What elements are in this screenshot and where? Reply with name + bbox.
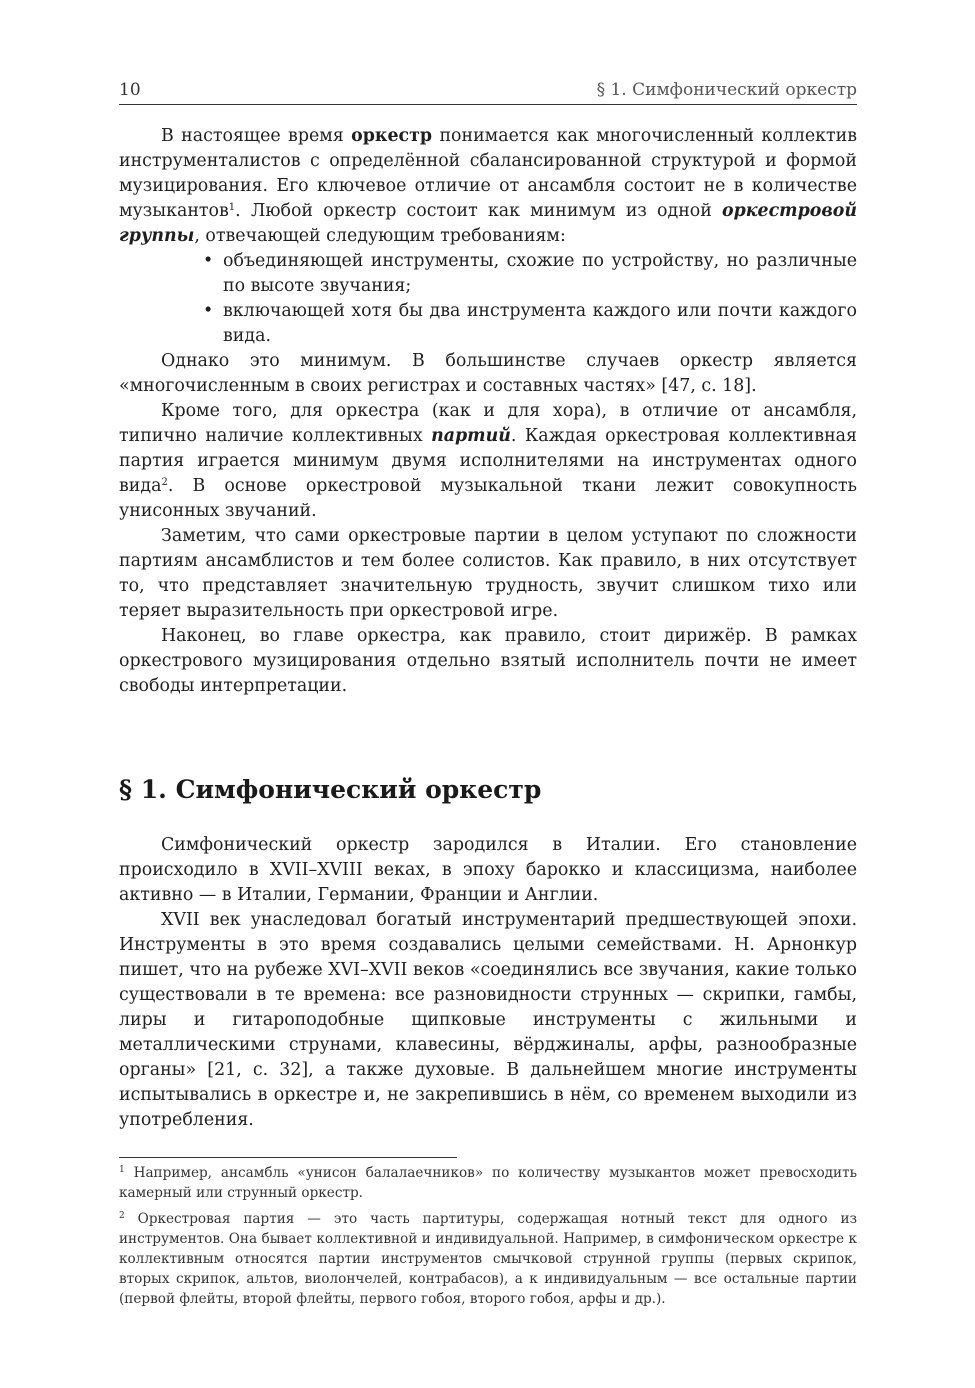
running-header: [119, 78, 857, 105]
footnote-text: Оркестровая партия — это часть партитуры, содержащая нотный текст для одного из инструментов. Она бывает коллективной и индивидуальной. Например, в симфоническом оркестре к коллективным относятся партии инструментов смычковой струнной группы (первых скрипок, вторых скрипок, альтов, виолончелей, контрабасов), а к индивидуальным — все остальные партии (первой флейты, второй флейты, первого гобоя, второго гобоя, арфы и др.).: [119, 1211, 857, 1307]
paragraph-conductor: Наконец, во главе оркестра, как правило, стоит дирижёр. В рамках оркестрового музицирования отдельно взятый исполнитель почти не имеет свободы интерпретации.: [119, 626, 857, 696]
paragraph-minimum: Однако это минимум. В большинстве случаев оркестр является «многочисленным в своих регистрах и составных частях» [47, с. 18].: [119, 351, 857, 396]
text-run: В настоящее время: [161, 126, 352, 146]
footnote-separator: [119, 1157, 457, 1158]
footnote-2: [119, 1209, 857, 1309]
footnote-mark: 2: [119, 1211, 125, 1221]
footnotes: [119, 1163, 857, 1309]
list-item: • объединяющей инструменты, схожие по устройству, но различные по высоте звучания;: [223, 249, 857, 299]
text-run: , отвечающей следующим требованиям:: [194, 226, 566, 246]
text-run: . Каждая оркестровая коллективная партия играется минимум двумя исполнителями на инструментах одного вида: [119, 426, 857, 496]
term-parts: партий: [431, 426, 511, 446]
text-run: понимается как многочисленный коллектив инструменталистов с определённой сбалансированной структурой и формой музицирования. Его ключевое отличие от ансамбля состоит не в количестве музыкантов: [119, 126, 857, 221]
requirements-list: [119, 249, 857, 349]
section-heading: § 1. Симфонический оркестр: [119, 775, 542, 804]
footnote-ref-1[interactable]: 1: [228, 202, 236, 213]
paragraph-complexity: Заметим, что сами оркестровые партии в целом уступают по сложности партиям ансамблистов и тем более солистов. Как правило, в них отсутствует то, что представляет значительную трудность, звучит слишком тихо или теряет выразительность при оркестровой игре.: [119, 526, 857, 621]
running-title: § 1. Симфонический оркестр: [596, 80, 857, 100]
book-page: [119, 78, 857, 1315]
term-orchestra: оркестр: [351, 126, 433, 146]
paragraph-orchestra-definition: [119, 124, 857, 249]
paragraph-instruments: XVII век унаследовал богатый инструментарий предшествующей эпохи. Инструменты в это время создавались целыми семействами. Н. Арнонкур пишет, что на рубеже XVI–XVII веков «соединялись все звучания, какие только существовали в те времена: все разновидности струнных — скрипки, гамбы, лиры и гитароподобные щипковые инструменты с жильными и металлическими струнами, клавесины, вёрджиналы, арфы, разнообразные органы» [21, с. 32], а также духовые. В дальнейшем многие инструменты испытывались в оркестре и, не закрепившись в нём, со временем выходили из употребления.: [119, 910, 857, 1130]
term-orchestral-group: оркестровой группы: [119, 201, 857, 246]
footnote-ref-2[interactable]: 2: [161, 477, 168, 488]
footnote-1: [119, 1163, 857, 1203]
footnote-text: Например, ансамбль «унисон балалаечников» по количеству музыкантов может превосходить камерный или струнный оркестр.: [119, 1165, 857, 1201]
main-text: [119, 124, 857, 1133]
list-item: • включающей хотя бы два инструмента каждого или почти каждого вида.: [223, 299, 857, 349]
paragraph-origin: Симфонический оркестр зародился в Италии. Его становление происходило в XVII–XVIII веках, в эпоху барокко и классицизма, наиболее активно — в Италии, Германии, Франции и Англии.: [119, 835, 857, 905]
paragraph-collective-parts: [119, 399, 857, 524]
text-run: Кроме того, для оркестра (как и для хора), в отличие от ансамбля, типично наличие коллективных: [119, 401, 857, 446]
text-run: . В основе оркестровой музыкальной ткани лежит совокупность унисонных звучаний.: [119, 476, 857, 521]
page-number: 10: [119, 80, 141, 100]
footnote-mark: 1: [119, 1165, 125, 1175]
text-run: . Любой оркестр состоит как минимум из одной: [235, 201, 722, 221]
